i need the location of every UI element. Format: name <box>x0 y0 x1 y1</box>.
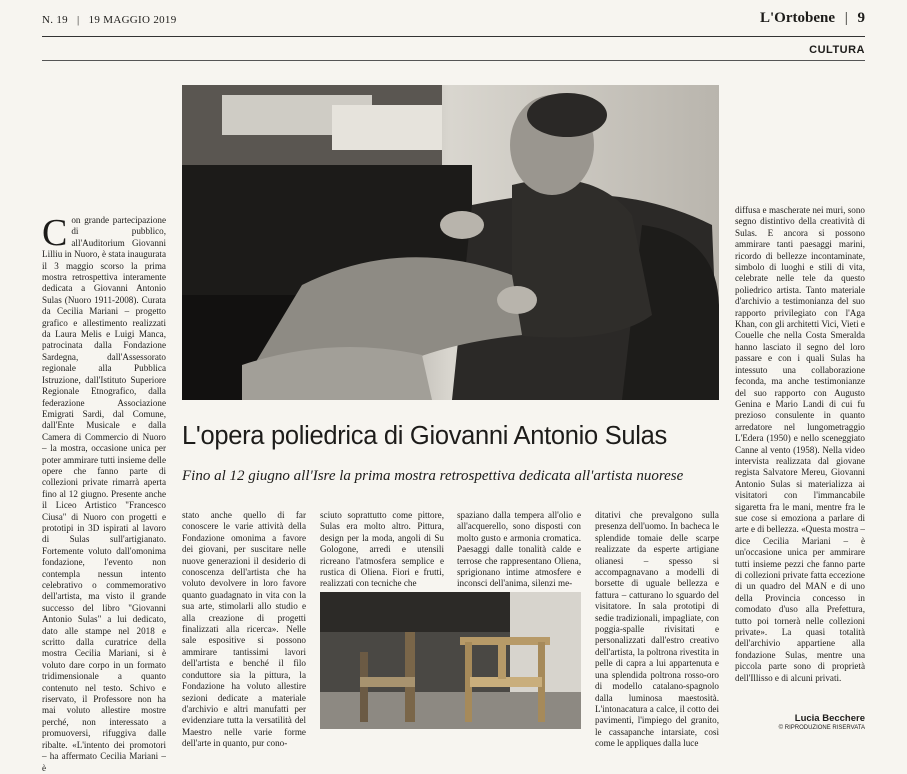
article-column-2: stato anche quello di far conoscere le varie attività della Fondazione omonima a favore dei giovani, per suscitare nelle nuove generazioni il desiderio di conoscenza dell'artista che ha voluto devolvere in loro favore quanto guadagnato in vita con la sua arte, stimolarli allo studio e alla creazione di progetti finalizzati alla ricerca». Nelle sale espositive si possono ammirare tantissimi lavori dell'artista e benché il filo conduttore sia la pittura, la Fondazione ha voluto allestire sezioni dedicate a materiale d'archivio e altri manufatti per evidenziare tutta la versatilità del Maestro nelle varie forme dell'arte in quanto, pur cono- <box>182 510 306 749</box>
header-separator: | <box>77 14 80 26</box>
masthead-title: L'Ortobene <box>759 10 835 26</box>
author-signature: Lucia Becchere <box>794 713 865 724</box>
portrait-photo-drawing <box>182 85 719 400</box>
article-column-1 <box>42 212 166 773</box>
article-column-5: ditativi che prevalgono sulla presenza dell'uomo. In bacheca le splendide tomaie delle scarpe realizzate da esperte artigiane olianesi – spesso si accompagnavano a modelli di borsette di uguale bellezza e fattura – catturano lo sguardo del visitatore. In sala prototipi di sedie tradizionali, impagliate, con poggia-spalle rivisitati e personalizzati dall'estro creativo dell'artista, la poltrona rivestita in pelle di capra a lui appartenuta e una splendida poltrona rosso-oro di modello catalano-spagnolo dalla luminosa maestosità. L'intonacatura a calce, il cotto dei pavimenti, l'impiego del granito, le cassapanche intarsiate, così come le appliques dalla luce <box>595 510 719 749</box>
dropcap: C <box>42 212 68 254</box>
copyright-note: © RIPRODUZIONE RISERVATA <box>778 725 865 731</box>
issue-number: N. 19 <box>42 14 68 26</box>
column-1-text: on grande partecipazione di pubblico, all'Auditorium Giovanni Lilliu in Nuoro, è stata inaugurata il 3 maggio scorso la prima mostra retrospettiva interamente dedicata a Giovanni Antonio Sulas (Nuoro 1911-2008). Curata da Cecilia Mariani – progetto grafico e allestimento realizzati da Laura Melis e Luigi Manca, patrocinata dalla Fondazione Sardegna, dall'Assessorato regionale alla Pubblica Istruzione, dall'Istituto Superiore Regionale Etnografico, dalla federazione Associazione Emigrati Sardi, dal Comune, dall'Ente Musicale e dalla Camera di Commercio di Nuoro – la mostra, occasione unica per poter ammirare tutti insieme delle opere che fanno parte di collezioni private rimarrà aperta fino al 12 giugno. Presente anche il Liceo Artistico "Francesco Ciusa" di Nuoro con progetti e prototipi in 3D ispirati al lavoro di Sulas sull'artigianato. Fortemente voluto dall'omonima fondazione, l'evento non contempla nessun intento celebrativo o commemorativo dell'artista, ma visto il grande successo del libro "Giovanni Antonio Sulas" a lui dedicato, dato alle stampe nel 2018 e scritto dalla curatrice della mostra Cecilia Mariani, si è voluto dare corpo in un formato tridimensionale a quanto contenuto nel testo. Schivo e riservato, il Professore non ha mai voluto allestire mostre perché, non interessato a promuoversi, rifuggiva dalle ribalte. «L'intento dei promotori – ha affermato Cecilia Mariani – è <box>42 215 166 773</box>
section-rule <box>42 60 865 61</box>
issue-date: 19 MAGGIO 2019 <box>88 14 177 26</box>
section-label: CULTURA <box>809 44 865 56</box>
article-headline: L'opera poliedrica di Giovanni Antonio Sulas <box>182 422 667 450</box>
portrait-photo <box>182 85 719 400</box>
header-rule <box>42 36 865 37</box>
chairs-photo-drawing <box>320 592 581 729</box>
article-subheadline: Fino al 12 giugno all'Isre la prima mostra retrospettiva dedicata all'artista nuorese <box>182 468 684 484</box>
article-column-3: sciuto soprattutto come pittore, Sulas era molto altro. Pittura, design per la moda, angoli di Su Gologone, arredi e utensili ricreano l'atmosfera semplice e rustica di Oliena. Fiori e frutti, realizzati con tecniche che <box>320 510 444 589</box>
page-number: 9 <box>857 10 865 26</box>
masthead <box>760 10 865 27</box>
issue-info <box>42 14 183 26</box>
article-column-4: spaziano dalla tempera all'olio e all'acquerello, sono disposti con molto gusto e armonia cromatica. Paesaggi dalle tonalità calde e terrose che rappresentano Oliena, sprigionano intime atmosfere e inconsci dell'anima, silenzi me- <box>457 510 581 589</box>
article-column-6: diffusa e mascherate nei muri, sono segno distintivo della creatività di Sulas. E ancora si possono ammirare tanti paesaggi marini, ricordo di bellezze incontaminate, simbolo di luoghi e stili di vita, celebrate nelle tele da questo poliedrico artista. Tanto materiale d'archivio a testimonianza del suo rapporto privilegiato con l'Aga Khan, con gli architetti Vici, Vieti e Couelle che nella Costa Smeralda hanno lasciato il segno del loro passare e con i quali Sulas ha intessuto una collaborazione feconda, ma anche testimonianze del suo rapporto con Augusto Genina e Mario Landi di cui fu prezioso consulente in quanto arredatore nel lungometraggio L'Edera (1950) e nello sceneggiato Canne al vento (1958). Nella video intervista realizzata dal giovane regista Salvatore Mereu, Giovanni Antonio Sulas si materializza ai visitatori con l'immancabile sigaretta fra le mani, mentre fra le sue cose si emoziona a parlare di arte e di bellezza. «Questa mostra – dice Cecilia Mariani – è un'occasione unica per ammirare tutti insieme pezzi che fanno parte di collezioni private fatta eccezione di un quadro del MAN e di uno della Provincia concesso in comodato d'uso alla Prefettura, tutto poi tornerà nelle collezioni private». La quasi totalità dell'archivio appartiene alla fondazione Sulas, mentre una piccola parte sono di proprietà dell'Illisso e di alcuni privati. <box>735 205 865 683</box>
masthead-separator: | <box>844 10 848 26</box>
chairs-exhibition-photo <box>320 592 581 729</box>
